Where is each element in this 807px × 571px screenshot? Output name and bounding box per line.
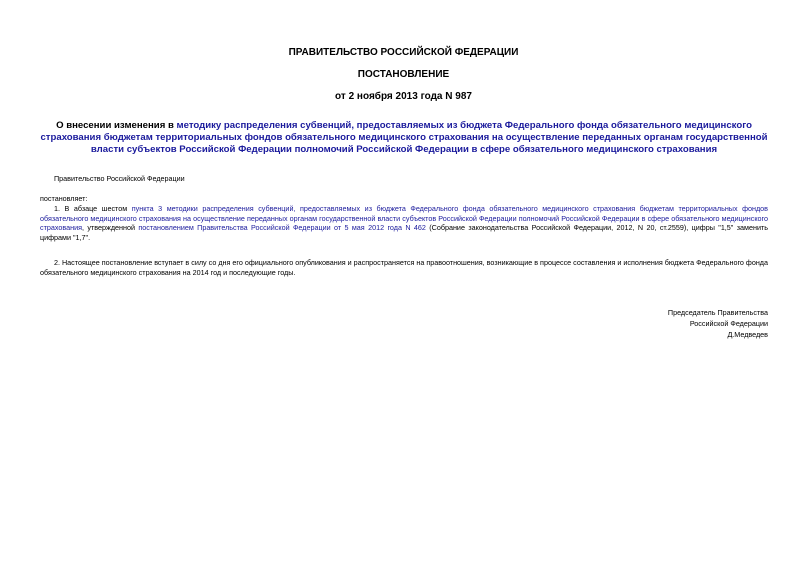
- heading-methodology-link[interactable]: методику распределения субвенций, предоставляемых из бюджета Федерального фонда обязательного медицинского страхования бюджетам территориальных фондов обязательного медицинского страхования на осуществление переданных органам государственной власти субъектов Российской Федерации полномочий Российской Федерации в сфере обязательного медицинского страхования: [40, 120, 768, 155]
- document-heading: [40, 120, 768, 156]
- heading-prefix: О внесении изменения в: [56, 120, 177, 131]
- decree-word: постановляет:: [40, 194, 88, 203]
- signature-country: Российской Федерации: [689, 319, 768, 328]
- issuer-text: Правительство Российской Федерации: [54, 174, 185, 183]
- signature-block: [668, 307, 768, 340]
- para1-text-c: (Собрание законодательства Российской Федерации, 2012, N 20, ст.2559), цифры "1,5" заменить цифрами "1,7".: [40, 223, 768, 242]
- document-type: ПОСТАНОВЛЕНИЕ: [357, 69, 450, 80]
- paragraph-1: [40, 204, 768, 242]
- paragraph-2: 2. Настоящее постановление вступает в силу со дня его официального опубликования и распространяется на правоотношения, возникающие в процессе составления и исполнения бюджета Федерального фонда обязательного медицинского страхования на 2014 год и последующие годы.: [40, 258, 768, 277]
- signature-position: Председатель Правительства: [667, 308, 768, 317]
- document-date-number: от 2 ноября 2013 года N 987: [335, 91, 472, 102]
- signature-name: Д.Медведев: [727, 330, 768, 339]
- para1-methodology-link[interactable]: пункта 3 методики распределения субвенций, предоставляемых из бюджета Федерального фонда обязательного медицинского страхования бюджетам территориальных фондов обязательного медицинского страхования на осуществление переданных органам государственной власти субъектов Российской Федерации полномочий Российской Федерации в сфере обязательного медицинского страхования: [40, 204, 768, 232]
- para1-text-b: , утвержденной: [82, 223, 139, 232]
- para1-resolution-link[interactable]: постановлением Правительства Российской Федерации от 5 мая 2012 года N 462: [138, 223, 426, 232]
- government-title: ПРАВИТЕЛЬСТВО РОССИЙСКОЙ ФЕДЕРАЦИИ: [288, 47, 519, 58]
- para1-text-a: 1. В абзаце шестом: [54, 204, 132, 213]
